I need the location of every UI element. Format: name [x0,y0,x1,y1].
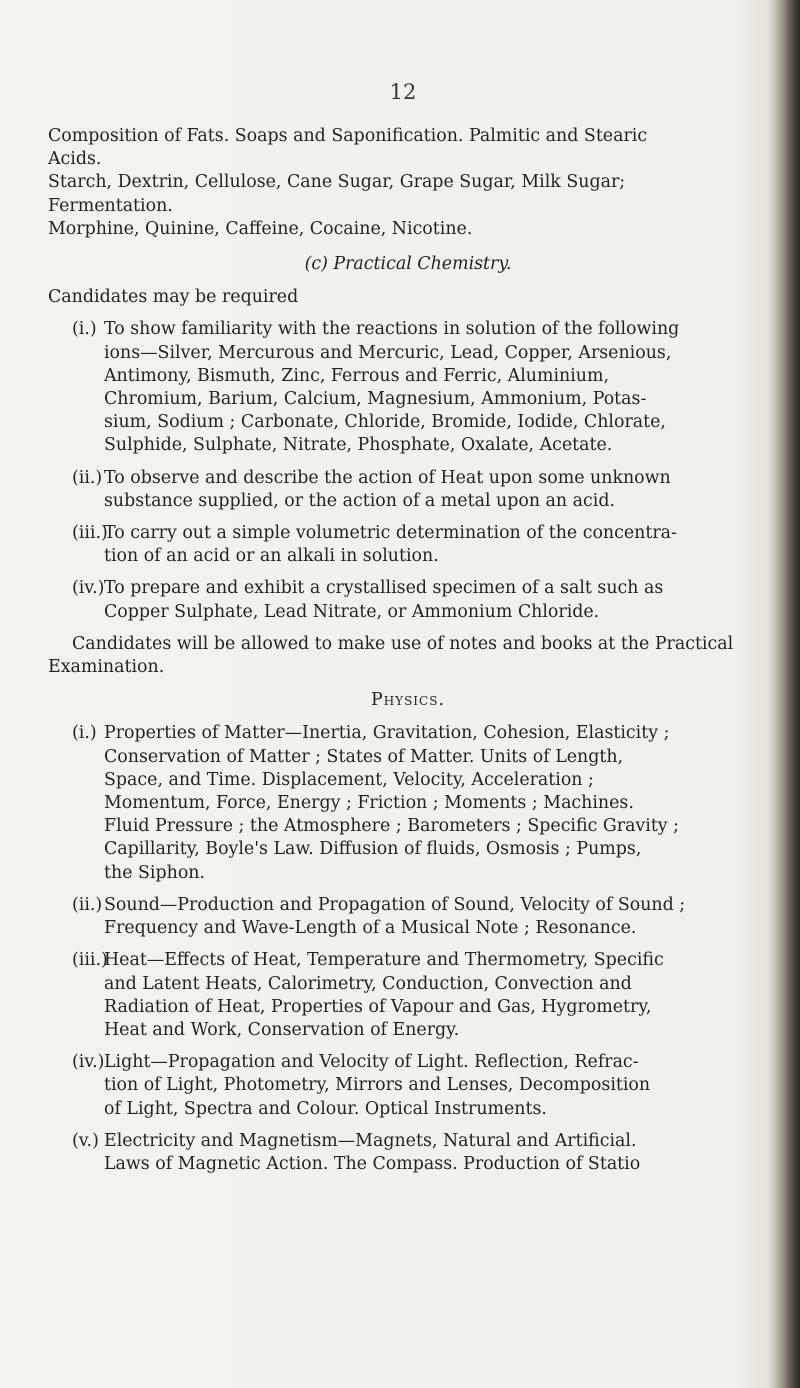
list-item [48,722,768,884]
text-line: Starch, Dextrin, Cellulose, Cane Sugar, Grape Sugar, Milk Sugar; [48,172,626,193]
text-line: Electricity and Magnetism—Magnets, Natural and Artificial. [104,1130,637,1151]
text-line: tion of an acid or an alkali in solution. [104,546,439,567]
candidates-intro: Candidates may be required [48,287,299,308]
text-line: Examination. [48,657,165,678]
text-line: substance supplied, or the action of a metal upon an acid. [104,490,615,511]
list-item [48,318,768,457]
book-page-edge [768,0,800,1388]
notes-paragraph [48,633,768,656]
text-line: and Latent Heats, Calorimetry, Conduction, Convection and [104,973,632,994]
text-line: To observe and describe the action of Heat upon some unknown [104,467,671,488]
item-number: (i.) [72,319,97,340]
text-line: the Siphon. [104,862,206,883]
practical-chemistry-title: (c) Practical Chemistry. [304,254,512,275]
text-line: Space, and Time. Displacement, Velocity, Acceleration ; [104,769,594,790]
item-number: (ii.) [72,467,103,488]
text-line: To prepare and exhibit a crystallised specimen of a salt such as [104,578,664,599]
text-line: Antimony, Bismuth, Zinc, Ferrous and Ferric, Aluminium, [104,365,610,386]
item-number: (iv.) [72,1052,105,1073]
list-item [48,1051,768,1121]
text-line: Heat and Work, Conservation of Energy. [104,1019,460,1040]
paragraph-starch [48,171,768,217]
text-line: of Light, Spectra and Colour. Optical Instruments. [104,1098,547,1119]
text-line: tion of Light, Photometry, Mirrors and Lenses, Decomposition [104,1075,651,1096]
page-number: 12 [389,80,417,104]
text-line: Acids. [48,149,102,170]
text-line: sium, Sodium ; Carbonate, Chloride, Bromide, Iodide, Chlorate, [104,412,666,433]
text-line: Heat—Effects of Heat, Temperature and Thermometry, Specific [104,950,664,971]
page-content [48,125,768,1176]
text-line: Candidates will be allowed to make use of notes and books at the Practical [72,633,734,654]
text-line: Sound—Production and Propagation of Sound, Velocity of Sound ; [104,894,686,915]
item-number: (iii.) [72,950,108,971]
list-item [48,522,768,568]
text-line: ions—Silver, Mercurous and Mercuric, Lead, Copper, Arsenious, [104,342,672,363]
text-line: Capillarity, Boyle's Law. Diffusion of fluids, Osmosis ; Pumps, [104,839,642,860]
item-number: (v.) [72,1130,99,1151]
text-line: Copper Sulphate, Lead Nitrate, or Ammonium Chloride. [104,601,600,622]
list-item [48,577,768,623]
text-line: Morphine, Quinine, Caffeine, Cocaine, Nicotine. [48,218,473,239]
physics-heading: Physics. [371,690,445,711]
paragraph-alkaloids [48,218,768,241]
text-line: Radiation of Heat, Properties of Vapour and Gas, Hygrometry, [104,996,652,1017]
text-line: Momentum, Force, Energy ; Friction ; Moments ; Machines. [104,793,634,814]
text-line: Fermentation. [48,195,173,216]
list-item [48,467,768,513]
text-line: To show familiarity with the reactions in solution of the following [104,319,680,340]
list-item [48,949,768,1042]
paragraph-fats [48,125,768,171]
text-line: Chromium, Barium, Calcium, Magnesium, Ammonium, Potas- [104,389,647,410]
text-line: Properties of Matter—Inertia, Gravitation, Cohesion, Elasticity ; [104,723,670,744]
list-item [48,1130,768,1176]
text-line: Conservation of Matter ; States of Matter. Units of Length, [104,746,624,767]
chemistry-list [48,318,768,623]
text-line: Fluid Pressure ; the Atmosphere ; Barometers ; Specific Gravity ; [104,816,680,837]
item-number: (iii.) [72,523,108,544]
notes-paragraph-continued [48,656,768,679]
list-item [48,894,768,940]
text-line: To carry out a simple volumetric determination of the concentra- [104,523,677,544]
item-number: (iv.) [72,578,105,599]
text-line: Composition of Fats. Soaps and Saponification. Palmitic and Stearic [48,126,648,146]
item-number: (ii.) [72,894,103,915]
text-line: Light—Propagation and Velocity of Light. Reflection, Refrac- [104,1052,639,1073]
physics-list [48,722,768,1176]
item-number: (i.) [72,723,97,744]
text-line: Laws of Magnetic Action. The Compass. Production of Statio [104,1153,641,1174]
text-line: Sulphide, Sulphate, Nitrate, Phosphate, Oxalate, Acetate. [104,435,613,456]
text-line: Frequency and Wave-Length of a Musical Note ; Resonance. [104,918,637,939]
